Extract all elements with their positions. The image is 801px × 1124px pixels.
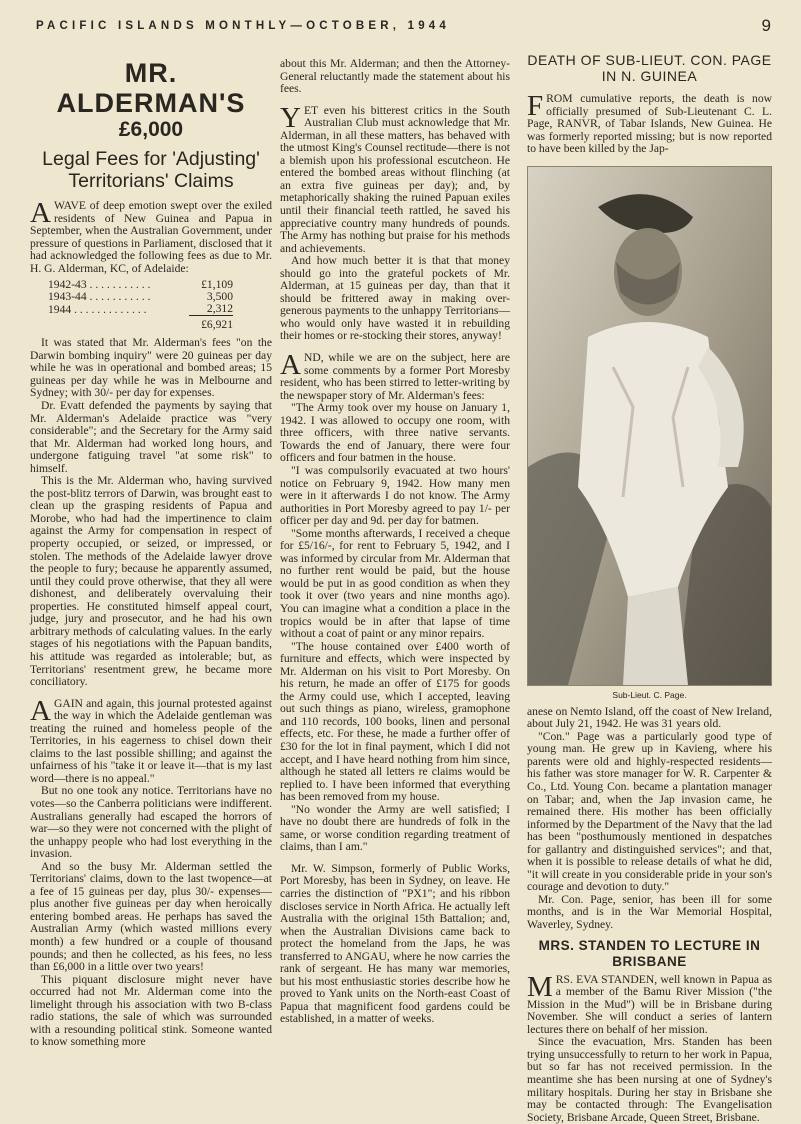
paragraph: about this Mr. Alderman; and then the Attorney-General reluctantly made the statement about his fees. [280, 57, 510, 96]
paragraph: And how much better it is that that money should go into the grateful pockets of Mr. Alderman, at 15 guineas per day, than that it should be frittered away in making over-generous payments to the unhappy Territorians—who would only have wasted it in rebuilding their homes or re-stocking their stores, anyway! [280, 254, 510, 343]
drop-cap: A [280, 349, 301, 382]
paragraph: AGAIN and again, this journal protested against the way in which the Adelaide gentleman was treating the ruined and homeless people of the Territories, in his eagerness to chisel down their claims to the last possible shilling; and against the unfairness of his "take it or leave it—that is my last word—there is no appeal." [30, 694, 272, 785]
paragraph: And so the busy Mr. Alderman settled the Territorians' claims, down to the last twopence—at a fee of 15 guineas per day, plus 30/- expenses—plus another five guineas per day when heroically entering bombed areas. He perhaps has saved the Australian Army (which wasted millions every month) a few hundred or a couple of thousand pounds; and then he collected, as his fees, no less than £6,000 in a little over two years! [30, 859, 272, 974]
paragraph: "The house contained over £400 worth of furniture and effects, which were inspected by Mr. Alderman on his visit to Port Moresby. On his return, he made an offer of £175 for goods the Army could use, which I accepted, leaving out such things as piano, wireless, gramophone and 110 records, 100 books, linen and personal effects, etc. For these, he made a further offer of £30 for the lot in final payment, which I did not accept, and I have heard nothing from him since, although he stated all letters re claims would be replied to. I have been informed that everything has been removed from my house. [280, 639, 510, 804]
headline-amount: £6,000 [118, 118, 184, 141]
drop-cap: F [527, 90, 544, 122]
paragraph: anese on Nemto Island, off the coast of New Ireland, about July 21, 1942. He was 31 years old. [527, 704, 772, 731]
drop-cap: Y [280, 101, 301, 134]
paragraph: MRS. EVA STANDEN, well known in Papua as a member of the Bamu River Mission ("the Mission in the Mud") will be in Brisbane during November. She will conduct a series of lantern lectures there on behalf of her mission. [527, 970, 772, 1036]
subheadline: Legal Fees for 'Adjusting' Territorians' Claims [42, 148, 260, 192]
paragraph: YET even his bitterest critics in the South Australian Club must acknowledge that Mr. Alderman, in all these matters, has behaved with the utmost King's Counsel rectitude—there is not a blemish upon his professional escutcheon. He entered the bombed areas without flinching (at an extra five guineas per day); and, by metaphorically shaking the ruined Papuan exiles until their financial teeth rattled, he saved his appreciative country many hundreds of pounds. The Army has nothing but praise for his methods and achievements. [280, 101, 510, 255]
column-page-obituary [527, 52, 772, 1124]
paragraph: Mr. W. Simpson, formerly of Public Works, Port Moresby, has been in Sydney, on leave. He carries the distinction of "PX1"; and his ribbon discloses service in North Africa. He actually left Australia with the original 15th Battalion; and, when the Australian Divisions came back to protect the homeland from the Japs, he was transferred to ANGAU, where he now carries the rank of sergeant. He has many war memories, but his most enthusiastic stories describe how he proved to Yank units on the North-east Coast of Papua that magnificent food gardens could be established, in a matter of weeks. [280, 861, 510, 1026]
paragraph: "No wonder the Army are well satisfied; I have no doubt there are hundreds of folk in the same, or worse condition regarding treatment of claims, than I am." [280, 802, 510, 854]
paragraph: AWAVE of deep emotion swept over the exiled residents of New Guinea and Papua in September, when the Australian Government, under pressure of questions in Parliament, disclosed that it had acknowledged the following fees as due to Mr. H. G. Alderman, KC, of Adelaide: [30, 197, 272, 275]
fee-row: 1943-44 . . . . . . . . . . . 3,500 [48, 290, 233, 304]
paragraph: It was stated that Mr. Alderman's fees "on the Darwin bombing inquiry" were 20 guineas per day while he was in operational and bombed areas; 15 guineas per day while he was in Melbourne and Sydney; with 30/- per day for expenses. [30, 336, 272, 400]
paragraph: Dr. Evatt defended the payments by saying that Mr. Alderman's Adelaide practice was "very considerable"; and the Secretary for the Army said that Mr. Alderman had worked long hours, and undergone fatiguing travel "at some risk" to himself. [30, 399, 272, 475]
drop-cap: M [527, 970, 553, 1003]
column-continued [280, 58, 510, 1033]
paragraph: But no one took any notice. Territorians have no votes—so the Canberra politicians were indifferent. Australians generally had escaped the horrors of war—so they were not concerned with the plight of the unhappy people who had lost everything in the invasion. [30, 784, 272, 861]
fee-total-row: £6,921 [48, 316, 233, 332]
column-alderman-article [30, 58, 272, 1049]
paragraph: Mr. Con. Page, senior, has been ill for some months, and is in the War Memorial Hospital, Waverley, Sydney. [527, 892, 772, 932]
running-head: PACIFIC ISLANDS MONTHLY—OCTOBER, 1944 [36, 20, 450, 32]
paragraph: This is the Mr. Alderman who, having survived the post-blitz terrors of Darwin, was brought east to clean up the grasping residents of Papua and Morobe, who had had the impertinence to claim against the Army for compensation in respect of property occupied, or seized, or impressed, or stolen. The methods of the Adelaide lawyer drove the people to fury; because he apparently assumed, until they could prove otherwise, that they all were dishonest, and deliberately overvaluing their properties. He constituted himself appeal court, judge, jury and prosecutor, and he had his own arbitrary methods of calculating values. In the early stages of his negotiations with the Papuan bandits, his attitude was regarded as intolerable; but, as Territorians' resentment grew, he became more conciliatory. [30, 474, 272, 689]
paragraph: AND, while we are on the subject, here are some comments by a former Port Moresby resident, who has been stirred to letter-writing by the newspaper story of Mr. Alderman's fees: [280, 349, 510, 402]
fee-row: 1942-43 . . . . . . . . . . . £1,109 [48, 278, 233, 292]
drop-cap: A [30, 694, 51, 727]
paragraph: Since the evacuation, Mrs. Standen has been trying unsuccessfully to return to her work in Papua, but so far has not received permission. In the meantime she has been nursing at one of Sydney's military hospitals. During her stay in Brisbane she may be contacted through: The Evangelisation Society, Brisbane Arcade, Queen Street, Brisbane. [527, 1035, 772, 1124]
paragraph: "I was compulsorily evacuated at two hours' notice on February 9, 1942. How many men were in it afterwards I do not know. The Army authorities in Port Moresby agreed to pay 1/- per officer per day and 9d. per day for batmen. [280, 463, 510, 528]
drop-cap: A [30, 197, 51, 229]
photo-caption: Sub-Lieut. C. Page. [612, 689, 687, 700]
headline: MRS. STANDEN TO LECTURE IN BRISBANE [538, 937, 761, 969]
portrait-photo-image [528, 167, 771, 685]
paragraph: "Con." Page was a particularly good type of young man. He grew up in Kavieng, where his parents were old and highly-respected residents—his father was store manager for W. R. Carpenter & Co., Ltd. Young Con. became a plantation manager on Tabar; and, when the Jap invasion came, he remained there. His mother has been officially informed by the Department of the Navy that the lad has been "posthumously mentioned in despatches for gallantry and distinguished services"; and that, when it is possible to release details of what he did, "it will create in you considerable pride in your son's courage and devotion to duty." [527, 729, 772, 894]
paragraph: "The Army took over my house on January 1, 1942. I was allowed to occupy one room, with three officers, with three native servants. Towards the end of January, there were four officers and four batmen in the house. [280, 401, 510, 465]
fees-table [48, 279, 233, 331]
headline: DEATH OF SUB-LIEUT. CON. PAGE IN N. GUINEA [527, 52, 772, 84]
headline: MR. ALDERMAN'S [56, 58, 246, 118]
fee-row: 1944 . . . . . . . . . . . . . 2,312 [48, 302, 233, 316]
paragraph: FROM cumulative reports, the death is now officially presumed of Sub-Lieutenant C. L. Page, RANVR, of Tabar Islands, New Guinea. He was formerly reported missing; but is now reported to have been killed by the Jap- [527, 90, 772, 156]
paragraph: This piquant disclosure might never have occurred had not Mr. Alderman come into the limelight through his association with two B-class radio stations, the sale of which was surrounded with a resounding political stink. Someone wanted to know something more [30, 972, 272, 1049]
portrait-photo [527, 166, 772, 686]
page-header [30, 18, 771, 38]
page-number: 9 [761, 16, 771, 35]
paragraph: "Some months afterwards, I received a cheque for £5/16/-, for rent to February 5, 1942, and I was informed by circular from Mr. Alderman that no further rent would be paid, but the house would be put in as good condition as when they took it over (two years and nine months ago). You can imagine what a condition a place in the tropics would be in after that lapse of time without a coat of paint or any minor repairs. [280, 526, 510, 641]
